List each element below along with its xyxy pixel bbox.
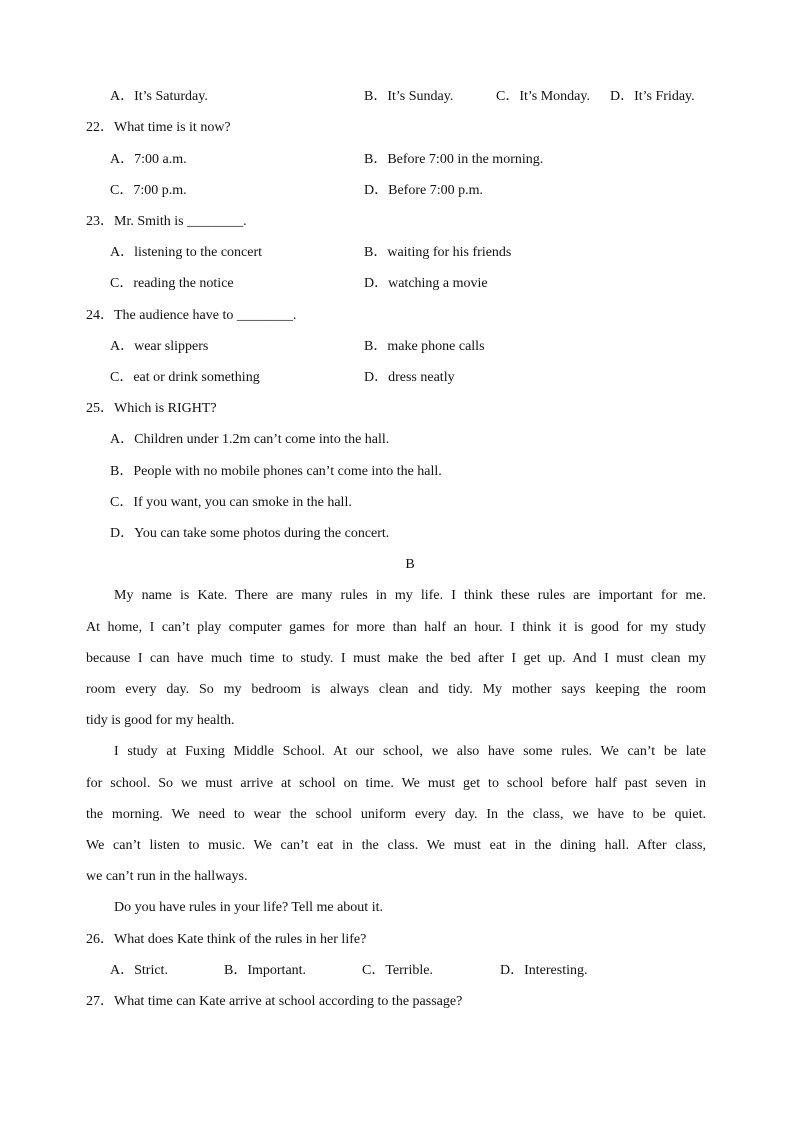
q25-question: 25．Which is RIGHT? [86,401,217,416]
q24-option-a: A．wear slippers [110,339,209,354]
q22-question: 22．What time is it now? [86,120,231,135]
q22-option-c: C．7:00 p.m. [110,183,187,198]
q25-option-c: C．If you want, you can smoke in the hall. [110,495,352,510]
q27-question: 27．What time can Kate arrive at school according to the passage? [86,994,463,1009]
q26-option-d: D．Interesting. [500,963,588,978]
passage-line: room every day. So my bedroom is always clean and tidy. My mother says keeping the room [86,682,706,697]
q21-option-b: B．It’s Sunday. [364,89,454,104]
q24-option-b: B．make phone calls [364,339,485,354]
passage-line: We can’t listen to music. We can’t eat in the class. We must eat in the dining hall. After class, [86,838,706,853]
q21-option-d: D．It’s Friday. [610,89,695,104]
q23-option-d: D．watching a movie [364,276,488,291]
q26-question: 26．What does Kate think of the rules in her life? [86,932,367,947]
q26-option-c: C．Terrible. [362,963,433,978]
q26-option-b: B．Important. [224,963,307,978]
passage-line: because I can have much time to study. I must make the bed after I get up. And I must clean my [86,651,706,666]
passage-line: I study at Fuxing Middle School. At our school, we also have some rules. We can’t be late [114,744,706,759]
q24-option-d: D．dress neatly [364,370,455,385]
q23-option-c: C．reading the notice [110,276,234,291]
q22-option-b: B．Before 7:00 in the morning. [364,152,544,167]
q25-option-b: B．People with no mobile phones can’t come into the hall. [110,464,442,479]
q22-option-d: D．Before 7:00 p.m. [364,183,483,198]
q23-option-a: A．listening to the concert [110,245,263,260]
q21-option-a: A．It’s Saturday. [110,89,208,104]
q21-option-c: C．It’s Monday. [496,89,590,104]
q23-option-b: B．waiting for his friends [364,245,512,260]
passage-line: tidy is good for my health. [86,713,235,728]
q25-option-a: A．Children under 1.2m can’t come into the hall. [110,432,390,447]
passage-line: we can’t run in the hallways. [86,869,248,884]
q26-option-a: A．Strict. [110,963,168,978]
passage-line: At home, I can’t play computer games for more than half an hour. I think it is good for my study [86,620,706,635]
passage-line: the morning. We need to wear the school uniform every day. In the class, we have to be quiet. [86,807,706,822]
q25-option-d: D．You can take some photos during the concert. [110,526,390,541]
q23-question: 23．Mr. Smith is ________. [86,214,247,229]
section-b-heading: B [405,557,415,572]
q24-option-c: C．eat or drink something [110,370,260,385]
passage-line: for school. So we must arrive at school on time. We must get to school before half past seven in [86,776,706,791]
q22-option-a: A．7:00 a.m. [110,152,187,167]
passage-line: Do you have rules in your life? Tell me about it. [114,900,383,915]
passage-line: My name is Kate. There are many rules in my life. I think these rules are important for me. [114,588,706,603]
q24-question: 24．The audience have to ________. [86,308,297,323]
